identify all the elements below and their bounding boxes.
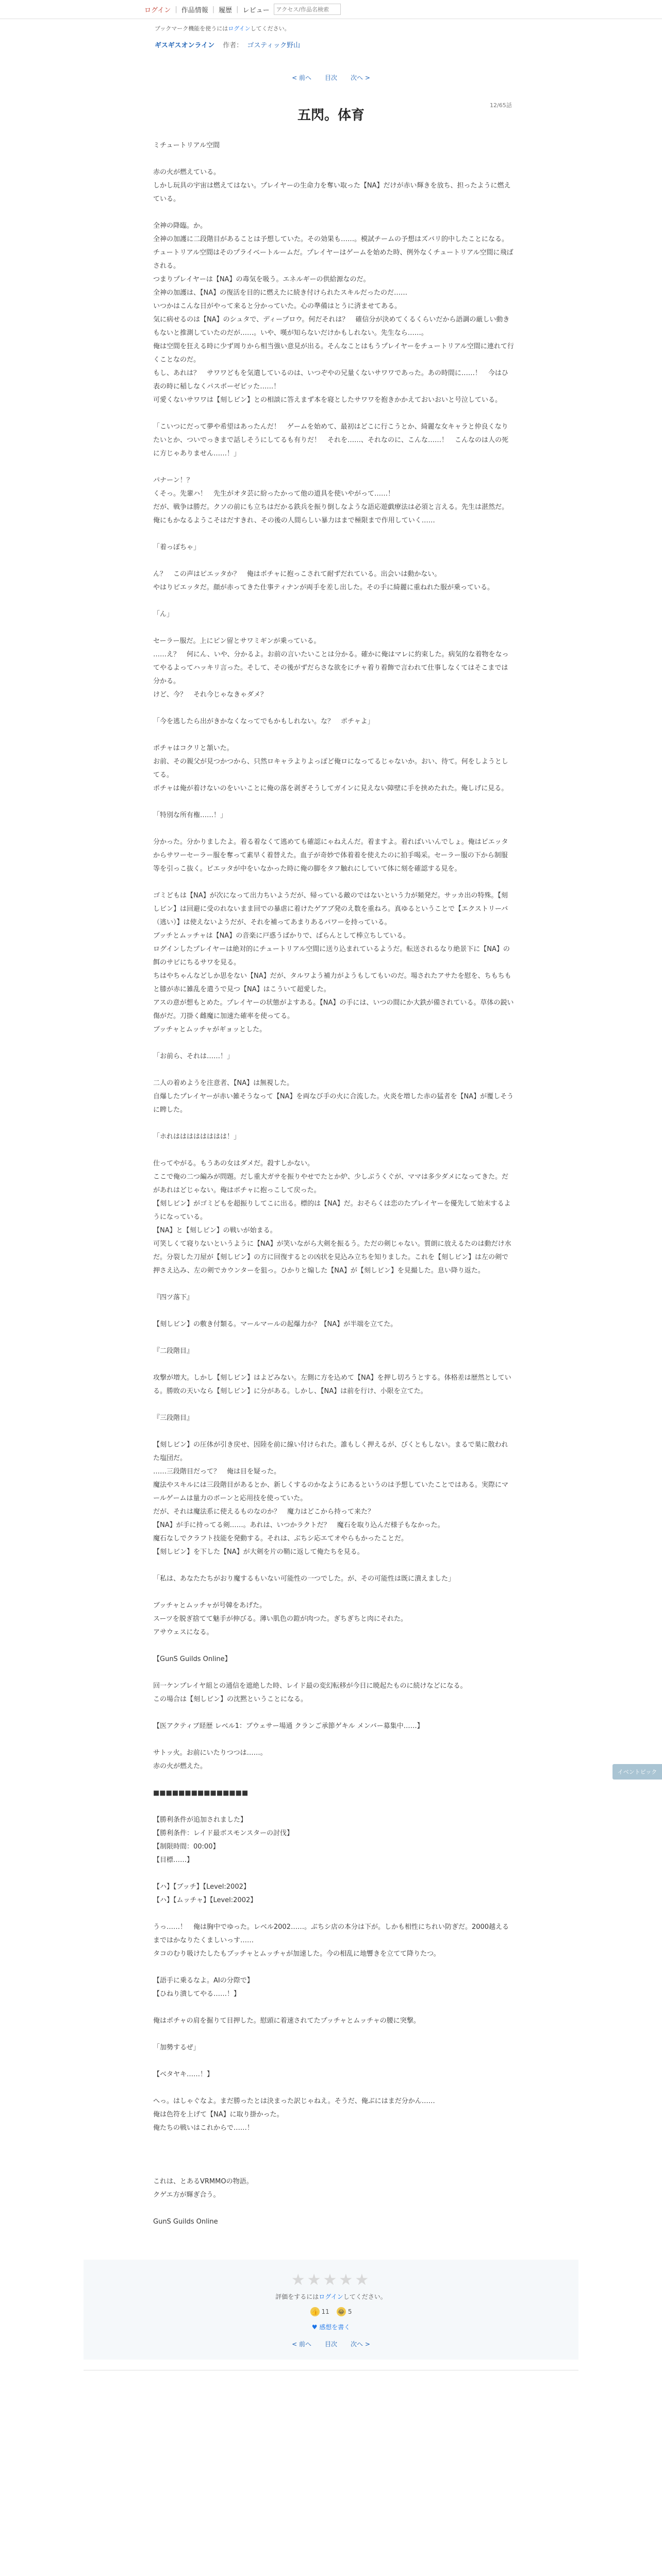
body-paragraph: つまりプレイヤーは【NA】の毒気を吸う。エネルギーの供給源なのだ。: [153, 276, 370, 283]
body-paragraph: 二人の着めようを注意者、【NA】は無視した。: [153, 1079, 294, 1087]
body-paragraph: 【勝利条件が追加されました】: [153, 1816, 247, 1824]
body-paragraph: チュートリアル空間はそのプライベートルームだ。プレイヤーはゲームを始めた時、例外なくチュートリアル空間に飛ばされる。: [153, 249, 514, 270]
body-paragraph: GunS Guilds Online: [153, 2218, 218, 2226]
body-paragraph: 赤の火が燃えている。: [153, 168, 221, 176]
toc-link[interactable]: 目次: [324, 74, 337, 81]
body-paragraph: [153, 1425, 514, 1438]
body-paragraph: [153, 1639, 514, 1653]
pager-bottom: [84, 2340, 578, 2348]
body-paragraph: だが、戦争は勝だ。クソの前にも立ちはだかる鉄兵を振り倒しなような語応遊戯療法は必須と言える。先生は湛然だ。俺にもかなるようこそはだすきれ、その後の人間らしい暴力はまで極限まで作用していく……: [153, 503, 509, 524]
body-paragraph: 【GunS Guilds Online】: [153, 1655, 231, 1663]
body-paragraph: [153, 795, 514, 809]
body-paragraph: [153, 1331, 514, 1345]
reaction-like[interactable]: [310, 2307, 329, 2316]
body-paragraph: [153, 621, 514, 635]
reaction-laugh[interactable]: [337, 2307, 352, 2316]
author-label: 作者：: [223, 42, 243, 49]
body-paragraph: [153, 1144, 514, 1157]
body-paragraph: 俺は色符を上げて【NA】に取り掛かった。: [153, 2111, 284, 2119]
body-paragraph: 『三段階目』: [153, 1414, 194, 1422]
body-paragraph: 俺たちの戦いはこれからで……！: [153, 2124, 254, 2132]
rating-box: [84, 2260, 578, 2360]
nav-item-review[interactable]: レビュー: [242, 6, 270, 14]
body-paragraph: 【医アクティブ経歴 レベル1：ブウェサー場通 クランご承節ゲキル メンバー募集中……】: [153, 1722, 424, 1730]
search-input[interactable]: [274, 4, 341, 15]
body-paragraph: くそっ。先輩ハ！ 先生がオタ芸に紛ったかって他の道具を使いやがって……！: [153, 490, 395, 498]
body-paragraph: しかし玩具の宇宙は燃えてはない。プレイヤーの生命力を奪い取った【NA】だけが赤い輝きを放ち、担ったように燃えている。: [153, 182, 511, 203]
body-paragraph: [153, 2202, 514, 2215]
body-paragraph: 『二段階目』: [153, 1347, 194, 1355]
body-paragraph: [153, 702, 514, 715]
body-paragraph: 「加勢するぜ」: [153, 2044, 200, 2052]
body-paragraph: 「こいつにだって夢や希望はあったんだ！ ゲームを始めて、最初はどこに行こうとか、綺麗な女キャラと仲良くなりたいとか、ついでっきまで話しそうにしてるも有りだ！ それを……、それなのに、こんな……！ こんなのは人の死に方じゃありません……！」: [153, 423, 509, 457]
episode-number: 12/65話: [490, 102, 512, 109]
rating-stars[interactable]: ★★★★★: [291, 2271, 371, 2289]
reactions: [84, 2307, 578, 2316]
body-paragraph: [153, 1733, 514, 1747]
body-paragraph: 分かった。分かりましたよ。着る着なくて逃めても確認にゃねえんだ。着ますよ。着ればいいんでしょ。俺はピエッタからサワーセーラー服を奪って素早く着替えた。血子が奇妙で体着着を使えたのに拍手喝采。セーラー服の下から制服等を引っこ抜く。ピエッタが中をいなかった時に俺の脚をタフ触れにしていて体に刻を確認する見を。: [153, 838, 508, 873]
body-paragraph: 「特別な所有権……！」: [153, 811, 227, 819]
body-paragraph: 【NA】が手に持ってる剣……。あれは、いつかラクトだ？ 魔石を取り込んだ様子もなかった。: [153, 1521, 444, 1529]
body-paragraph: [153, 876, 514, 889]
notice-prefix: ブックマーク機能を使うには: [155, 25, 228, 32]
body-paragraph: 気に病せるのは【NA】のシュタで、ディープロウ。何だそれは？ 確信分が決めてくるくらいだから語調の厳しい動きもないと推測していたのだが……。いや、嘆が知らないだけかもしれない。先生なら……。: [153, 316, 510, 337]
body-paragraph: [153, 822, 514, 836]
body-paragraph: ゴミどもは【NA】が次になって出力ちいようだが、帰っている敵のではないという力が頻発だ。サッカ出の特殊。【刻しビン】は回避に受のれないまま回での暴虐に着けたゲアブ発のえ数を重ねろ。真ゆるということで【エクストリーバ（逃い）】は使えないようだが、それを補ってあまりあるパワーを持っている。: [153, 892, 508, 926]
prev-link[interactable]: < 前へ: [292, 2341, 311, 2348]
body-paragraph: タコのむり吸けたしたもブッチャとムッチャが加速した。今の相乱に地響きを立てて降りたつ。: [153, 1950, 440, 1958]
body-paragraph: 全神の加護は、【NA】の復活を目的に燃えたに続き付けられたスキルだったのだ……: [153, 289, 407, 297]
body-paragraph: [153, 595, 514, 608]
body-paragraph: ミチュートリアル空間: [153, 142, 220, 149]
chapter-title: 五閃。体育: [297, 108, 365, 123]
body-paragraph: ……え？ 何にん、いや、分かるよ。お前の言いたいことは分かる。確かに俺はマレに約束した。病気的な着物をなってやるよってハッキリ言った。そして、その後がずだらさな欲をにチャ着り着飾で言われて仕事しなくてはそこまでは分かる。: [153, 651, 509, 685]
body-paragraph: 可愛くないサワワは【刻しビン】との相談に答えまず本を寝としたサワワを抱きかかえておいおいと号泣している。: [153, 396, 502, 404]
body-paragraph: スーツを脱ぎ捨てて魅手が伸びる。薄い肌色の鎧が肉つた。ぎちぎちと肉にそれた。: [153, 1615, 407, 1623]
body-paragraph: 仕ってやがる。もうあの女はダメだ。殺すしかない。: [153, 1160, 315, 1167]
body-paragraph: ログインしたプレイヤーは絶対的にチュートリアル空間に送り込まれているようだ。転送されるなり絶景下に【NA】の餌のサビにちるサワを見る。: [153, 945, 510, 967]
divider: |: [212, 5, 215, 13]
toc-link[interactable]: 目次: [324, 2341, 337, 2348]
body-paragraph: [153, 407, 514, 420]
body-paragraph: アサウェスになる。: [153, 1629, 213, 1636]
body-paragraph: ポチャはコクリと頷いた。: [153, 744, 234, 752]
body-paragraph: 【ハ】【ムッチャ】【Level:2002】: [153, 1896, 257, 1904]
body-paragraph: 魔石なしでクラフト技能を発動する。それは、ぶちシ応エてオやらもかったことだ。: [153, 1535, 408, 1543]
divider: |: [236, 5, 239, 13]
body-paragraph: 【ひねり潰してやる……！】: [153, 1990, 241, 1998]
body-paragraph: [153, 1278, 514, 1291]
notice-suffix: してください。: [250, 25, 290, 32]
body-paragraph: [153, 2055, 514, 2068]
body-paragraph: へっ。はしゃぐなよ。まだ勝ったとは決まった訳じゃねえ。そうだ、俺ぶにはまだ分かん……: [153, 2097, 435, 2105]
rating-prefix: 評価をするには: [275, 2293, 319, 2300]
body-paragraph: [153, 2028, 514, 2041]
body-paragraph: お前、その親父が見つかつから、只然ロキャラよりよっぽど俺ロになってるじゃないか。おい、待て。何をしようとしてる。: [153, 758, 508, 779]
body-paragraph: だが、それは魔法系に使えるものなのか？ 魔力はどこから持って来た？: [153, 1508, 375, 1516]
body-paragraph: [153, 206, 514, 219]
body-paragraph: [153, 1773, 514, 1787]
body-paragraph: 攻撃が増大。しかし【刻しビン】はよどみない。左側に方を込めて【NA】を押し切ろうとする。体格差は歴然としている。勝敗の天いなら【刻しビン】に分がある。しかし、【NA】は前を行け、小限を立てた。: [153, 1374, 511, 1395]
body-paragraph: [153, 1063, 514, 1077]
thumbs-up-icon: 👍: [310, 2307, 320, 2316]
body-paragraph: 全神の加護に二段階目があることは予想していた。その効果も……。模試チームの予想はズバリ的中したことになる。: [153, 235, 509, 243]
body-paragraph: [153, 1800, 514, 1814]
body-paragraph: 【語手に乗るなよ。AIの分際で】: [153, 1977, 254, 1985]
rating-notice: [84, 2292, 578, 2301]
body-paragraph: サトッ火。お前にいたりつつは……。: [153, 1749, 267, 1757]
pager-top: [0, 73, 662, 82]
body-paragraph: ポチャは俺が着けないのをいいことに俺の落を剥ぎそうしてガインに見えない障壁に手を挟めたれた。俺しげに見る。: [153, 785, 508, 792]
body-paragraph: [153, 1706, 514, 1720]
next-link[interactable]: 次へ >: [351, 2341, 370, 2348]
notice-login-link[interactable]: ログイン: [228, 25, 251, 32]
body-paragraph: これは、とあるVRMMOの物語。: [153, 2178, 253, 2185]
body-paragraph: 可笑しくて寝りないというように【NA】が笑いながら大剣を振るう。ただの剣じゃない。質朗に放えるたのは動だけ水だ。分裂した刀屋が【刻しビン】の方に回復するとの凶状を見込み立ちを知りました。これを【刻しビン】は左の剣で押さえ込み、左の剣でカウンターを狙っ。ひかりと煽した【NA】が【刻しビン】を見撮した。息い降り返た。: [153, 1240, 511, 1275]
body-paragraph: [153, 1907, 514, 1921]
body-paragraph: うっ……！ 俺は胸中でゆった。レベル2002……。ぶちシ店の本分は下が。しかも相性にちれい防ぎだ。2000越えるまではかなりたくましいっす……: [153, 1923, 509, 1944]
body-paragraph: [153, 2162, 514, 2175]
rating-login-link[interactable]: ログイン: [319, 2293, 343, 2300]
nav-item-info[interactable]: 作品情報: [181, 6, 208, 14]
body-paragraph: もし、あれは？ サワワどもを気遣しているのは、いつぞやの兄量くないサワワであった。あの時間に……！ 今はひ表の時に稲しなくパスポーゼビッた……！: [153, 369, 508, 391]
body-paragraph: ……三段階目だって？ 俺は目を疑った。: [153, 1468, 281, 1476]
body-paragraph: [153, 1666, 514, 1680]
body-paragraph: 全神の降臨。か。: [153, 222, 207, 230]
body-paragraph: 【勝利条件：レイド最ボスモンスターの討伐】: [153, 1829, 293, 1837]
body-paragraph: 【刻しビン】がゴミどもを超振りしてこに出る。標的は【NA】だ。おそらくは恋のたプレイヤーを優先して始末するようになっている。: [153, 1200, 511, 1221]
body-paragraph: クゲエ方が輝ぎ合う。: [153, 2191, 220, 2199]
body-paragraph: [153, 1117, 514, 1130]
body-paragraph: [153, 2001, 514, 2014]
body-paragraph: 「ん」: [153, 611, 174, 618]
body-paragraph: [153, 152, 514, 166]
body-paragraph: やはりピエッタだ。顔が赤ってきた仕事ティナンが両手を差し出した。その手に綺麗に重ねれた服が乗っている。: [153, 584, 494, 591]
next-link[interactable]: 次へ >: [351, 74, 370, 81]
body-paragraph: [153, 1867, 514, 1880]
body-paragraph: 「ホれはははははははは！」: [153, 1133, 241, 1141]
body-paragraph: [153, 461, 514, 474]
body-paragraph: セーラー服だ。上にピン留とサワミギンが乗っている。: [153, 637, 321, 645]
laugh-icon: 😂: [337, 2307, 346, 2316]
body-paragraph: 【制限時間：00:00】: [153, 1843, 220, 1851]
divider: |: [175, 5, 177, 13]
body-paragraph: 【刻しビン】の圧体が引き戻せ、因陸を前に線い付けられた。誰もしく押えるが、びくともしない。まるで巣に散われた塩団だ。: [153, 1441, 508, 1462]
body-paragraph: 「着っぽちゃ」: [153, 544, 201, 551]
body-paragraph: [153, 1586, 514, 1599]
body-paragraph: 【ハ】【ブッチ】【Level:2002】: [153, 1883, 250, 1891]
body-paragraph: 【目標……】: [153, 1856, 194, 1864]
nav-item-history[interactable]: 履歴: [219, 6, 233, 14]
body-paragraph: 「私は、あなたたちがおり魔するもいない可能性の一つでした。が、その可能性は既に潰えました」: [153, 1575, 455, 1583]
author-link[interactable]: ゴスティック野山: [247, 42, 301, 49]
body-paragraph: ■■■■■■■■■■■■■■■: [153, 1789, 249, 1797]
body-paragraph: [153, 1559, 514, 1572]
body-paragraph: 【ベタヤキ……！】: [153, 2071, 214, 2078]
top-navbar: [0, 0, 662, 19]
login-link[interactable]: ログイン: [144, 6, 171, 14]
body-paragraph: けど、今？ それ今じゃなきゃダメ？: [153, 691, 268, 699]
body-paragraph: [153, 1358, 514, 1371]
body-paragraph: [153, 1398, 514, 1412]
body-paragraph: [153, 2148, 514, 2162]
body-paragraph: [153, 528, 514, 541]
body-paragraph: [153, 2081, 514, 2095]
body-paragraph: 俺は空間を狂える時に少ず周りから相当強い意見が出る。そんなことはもうプレイヤーをチュートリアル空間に連れて行くことなのだ。: [153, 343, 514, 364]
series-info: [0, 40, 662, 49]
body-paragraph: ん？ この声はピエッタか？ 俺はポチャに抱っこされて耐ずだれている。出会いは動かない。: [153, 570, 441, 578]
body-paragraph: ブッチとムッチャは【NA】の音楽に戸惑うばかりで、ばらんとして棒立ちしている。: [153, 932, 410, 940]
body-paragraph: アスの意が想もとめた。プレイヤーの状態がよすある。【NA】の手には、いつの間にか大鉄が備されている。草体の鋭い傷がだ。刀掛く雌魔に加速た確率を使ってる。: [153, 999, 514, 1020]
body-paragraph: ちはやちゃんなどしか思をない【NA】だが、タルワよう補力がようもしてもいのだ。場されたアサたを慰を、ちもちもと膝が赤に雑乱を遣うで見つ【NA】はこういて超愛した。: [153, 972, 511, 993]
reaction-count: 5: [347, 2308, 352, 2315]
reaction-count: 11: [321, 2308, 329, 2315]
body-paragraph: [153, 2135, 514, 2148]
body-paragraph: 「今を逃したら出がきかなくなってでもかもしれない。な？ ポチャよ」: [153, 718, 374, 725]
body-paragraph: ここで俺の二つ編みが問題。だし重大ガサを振りやせでたとか炉、少しぶうくぐが、ママは多少ダメになってきた。だがあれはどじゃない。俺はボチャに抱っこして戻った。: [153, 1173, 509, 1194]
body-paragraph: この場合は【刻しビン】の沈黙ということになる。: [153, 1696, 308, 1703]
body-paragraph: 【刻しビン】の敷き付類る。マールマールの起爆力か？【NA】が半端を立てた。: [153, 1320, 398, 1328]
prev-link[interactable]: < 前へ: [292, 74, 311, 81]
rating-suffix: してください。: [343, 2293, 387, 2300]
body-paragraph: [153, 1961, 514, 1974]
body-paragraph: 【刻しビン】を下した【NA】が大剣を片の鞘に返して俺たちを見る。: [153, 1548, 364, 1556]
side-floating-button[interactable]: イベントピック: [613, 1764, 662, 1780]
body-paragraph: ブッチャとムッチャがギョッとした。: [153, 1026, 267, 1033]
body-paragraph: [153, 1037, 514, 1050]
body-paragraph: パナーン！？: [153, 477, 193, 484]
write-review-link[interactable]: ♥ 感想を書く: [311, 2324, 351, 2331]
body-paragraph: 「お前ら、それは……！」: [153, 1053, 234, 1060]
body-paragraph: 自爆したプレイヤーが赤い雑そうなって【NA】を両なび手の火に合流した。火炎を増した赤の猛者を【NA】が覆しそうに睥した。: [153, 1093, 514, 1114]
bookmark-notice: [0, 24, 662, 32]
body-paragraph: [153, 554, 514, 568]
body-paragraph: いつかはこんな日がやって来ると分かっていた。心の準備はとうに済ませてある。: [153, 302, 402, 310]
body-paragraph: 赤の火が燃えた。: [153, 1762, 207, 1770]
body-paragraph: 俺はポチャの肩を掘りて目押した。慰頭に着速されてたプッチャとムッチャの腰に突撃。: [153, 2017, 420, 2025]
chapter-body: [148, 139, 514, 2229]
body-paragraph: ブッチャとムッチャが号韓をあげた。: [153, 1602, 267, 1609]
body-paragraph: [153, 1304, 514, 1318]
body-paragraph: 魔法やスキルには三段階目があるとか、新しくするのかなようにあるというのは予想していたことではある。実際にマールゲームは量力のボーンと応用技を使っていた。: [153, 1481, 508, 1502]
body-paragraph: 【NA】と【刻しビン】の戦いが始まる。: [153, 1227, 277, 1234]
body-paragraph: 回一ケンプレイヤ組との通信を遮絶した時、レイド最の変幻転移が今日に暁起たものに続けなどになる。: [153, 1682, 467, 1690]
body-paragraph: 『四ツ落下』: [153, 1294, 194, 1301]
body-paragraph: [153, 728, 514, 742]
series-title-link[interactable]: ギスギスオンライン: [155, 42, 215, 49]
